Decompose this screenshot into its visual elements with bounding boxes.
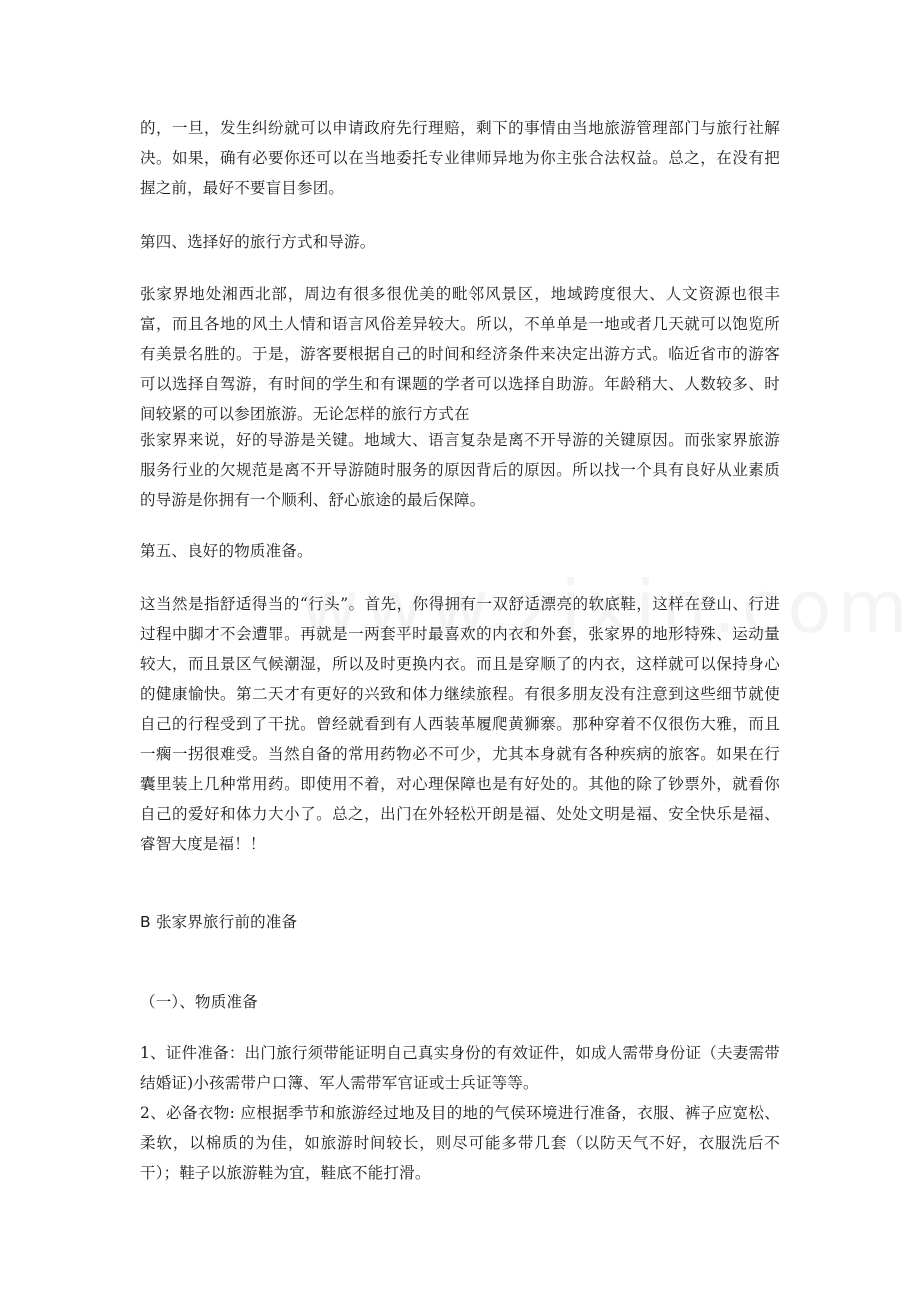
list-item-clothing: 2、必备衣物: 应根据季节和旅游经过地及目的地的气侯环境进行准备，衣服、裤子应宽松、柔软，以棉质的为佳，如旅游时间较长，则尽可能多带几套（以防天气不好，衣服洗后不干）；鞋子以旅游鞋为宜，鞋底不能打滑。: [140, 1104, 780, 1182]
section-heading-b: B 张家界旅行前的准备: [140, 913, 298, 931]
section-heading-fifth: 第五、良好的物质准备。: [140, 542, 313, 560]
list-item-documents: 1、证件准备：出门旅行须带能证明自己真实身份的有效证件，如成人需带身份证（夫妻需带结婚证)小孩需带户口簿、军人需带军官证或士兵证等等。: [140, 1044, 780, 1092]
subsection-heading-material: （一）、物质准备: [140, 993, 258, 1011]
paragraph-dispute-resolution: 的，一旦，发生纠纷就可以申请政府先行理赔，剩下的事情由当地旅游管理部门与旅行社解决。如果，确有必要你还可以在当地委托专业律师异地为你主张合法权益。总之，在没有把握之前，最好不要盲目参团。: [140, 119, 780, 197]
paragraph-tour-guide: 张家界来说，好的导游是关键。地域大、语言复杂是离不开导游的关键原因。而张家界旅游服务行业的欠规范是离不开导游随时服务的原因背后的原因。所以找一个具有良好从业素质的导游是你拥有一个顺利、舒心旅途的最后保障。: [140, 431, 780, 509]
paragraph-travel-mode: 张家界地处湘西北部，周边有很多很优美的毗邻风景区，地域跨度很大、人文资源也很丰富，而且各地的风土人情和语言风俗差异较大。所以，不单单是一地或者几天就可以饱览所有美景名胜的。于是，游客要根据自己的时间和经济条件来决定出游方式。临近省市的游客可以选择自驾游，有时间的学生和有课题的学者可以选择自助游。年龄稍大、人数较多、时间较紧的可以参团旅游。无论怎样的旅行方式在: [140, 285, 780, 423]
paragraph-material-preparation: 这当然是指舒适得当的“行头”。首先，你得拥有一双舒适漂亮的软底鞋，这样在登山、行进过程中脚才不会遭罪。再就是一两套平时最喜欢的内衣和外套，张家界的地形特殊、运动量较大，而且景区气候潮湿，所以及时更换内衣。而且是穿顺了的内衣，这样就可以保持身心的健康愉快。第二天才有更好的兴致和体力继续旅程。有很多朋友没有注意到这些细节就使自己的行程受到了干扰。曾经就看到有人西装革履爬黄狮寨。那种穿着不仅很伤大雅，而且一瘸一拐很难受。当然自备的常用药物必不可少，尤其本身就有各种疾病的旅客。如果在行囊里装上几种常用药。即使用不着，对心理保障也是有好处的。其他的除了钞票外，就看你自己的爱好和体力大小了。总之，出门在外轻松开朗是福、处处文明是福、安全快乐是福、睿智大度是福！！: [140, 595, 780, 853]
section-heading-fourth: 第四、选择好的旅行方式和导游。: [140, 233, 376, 251]
